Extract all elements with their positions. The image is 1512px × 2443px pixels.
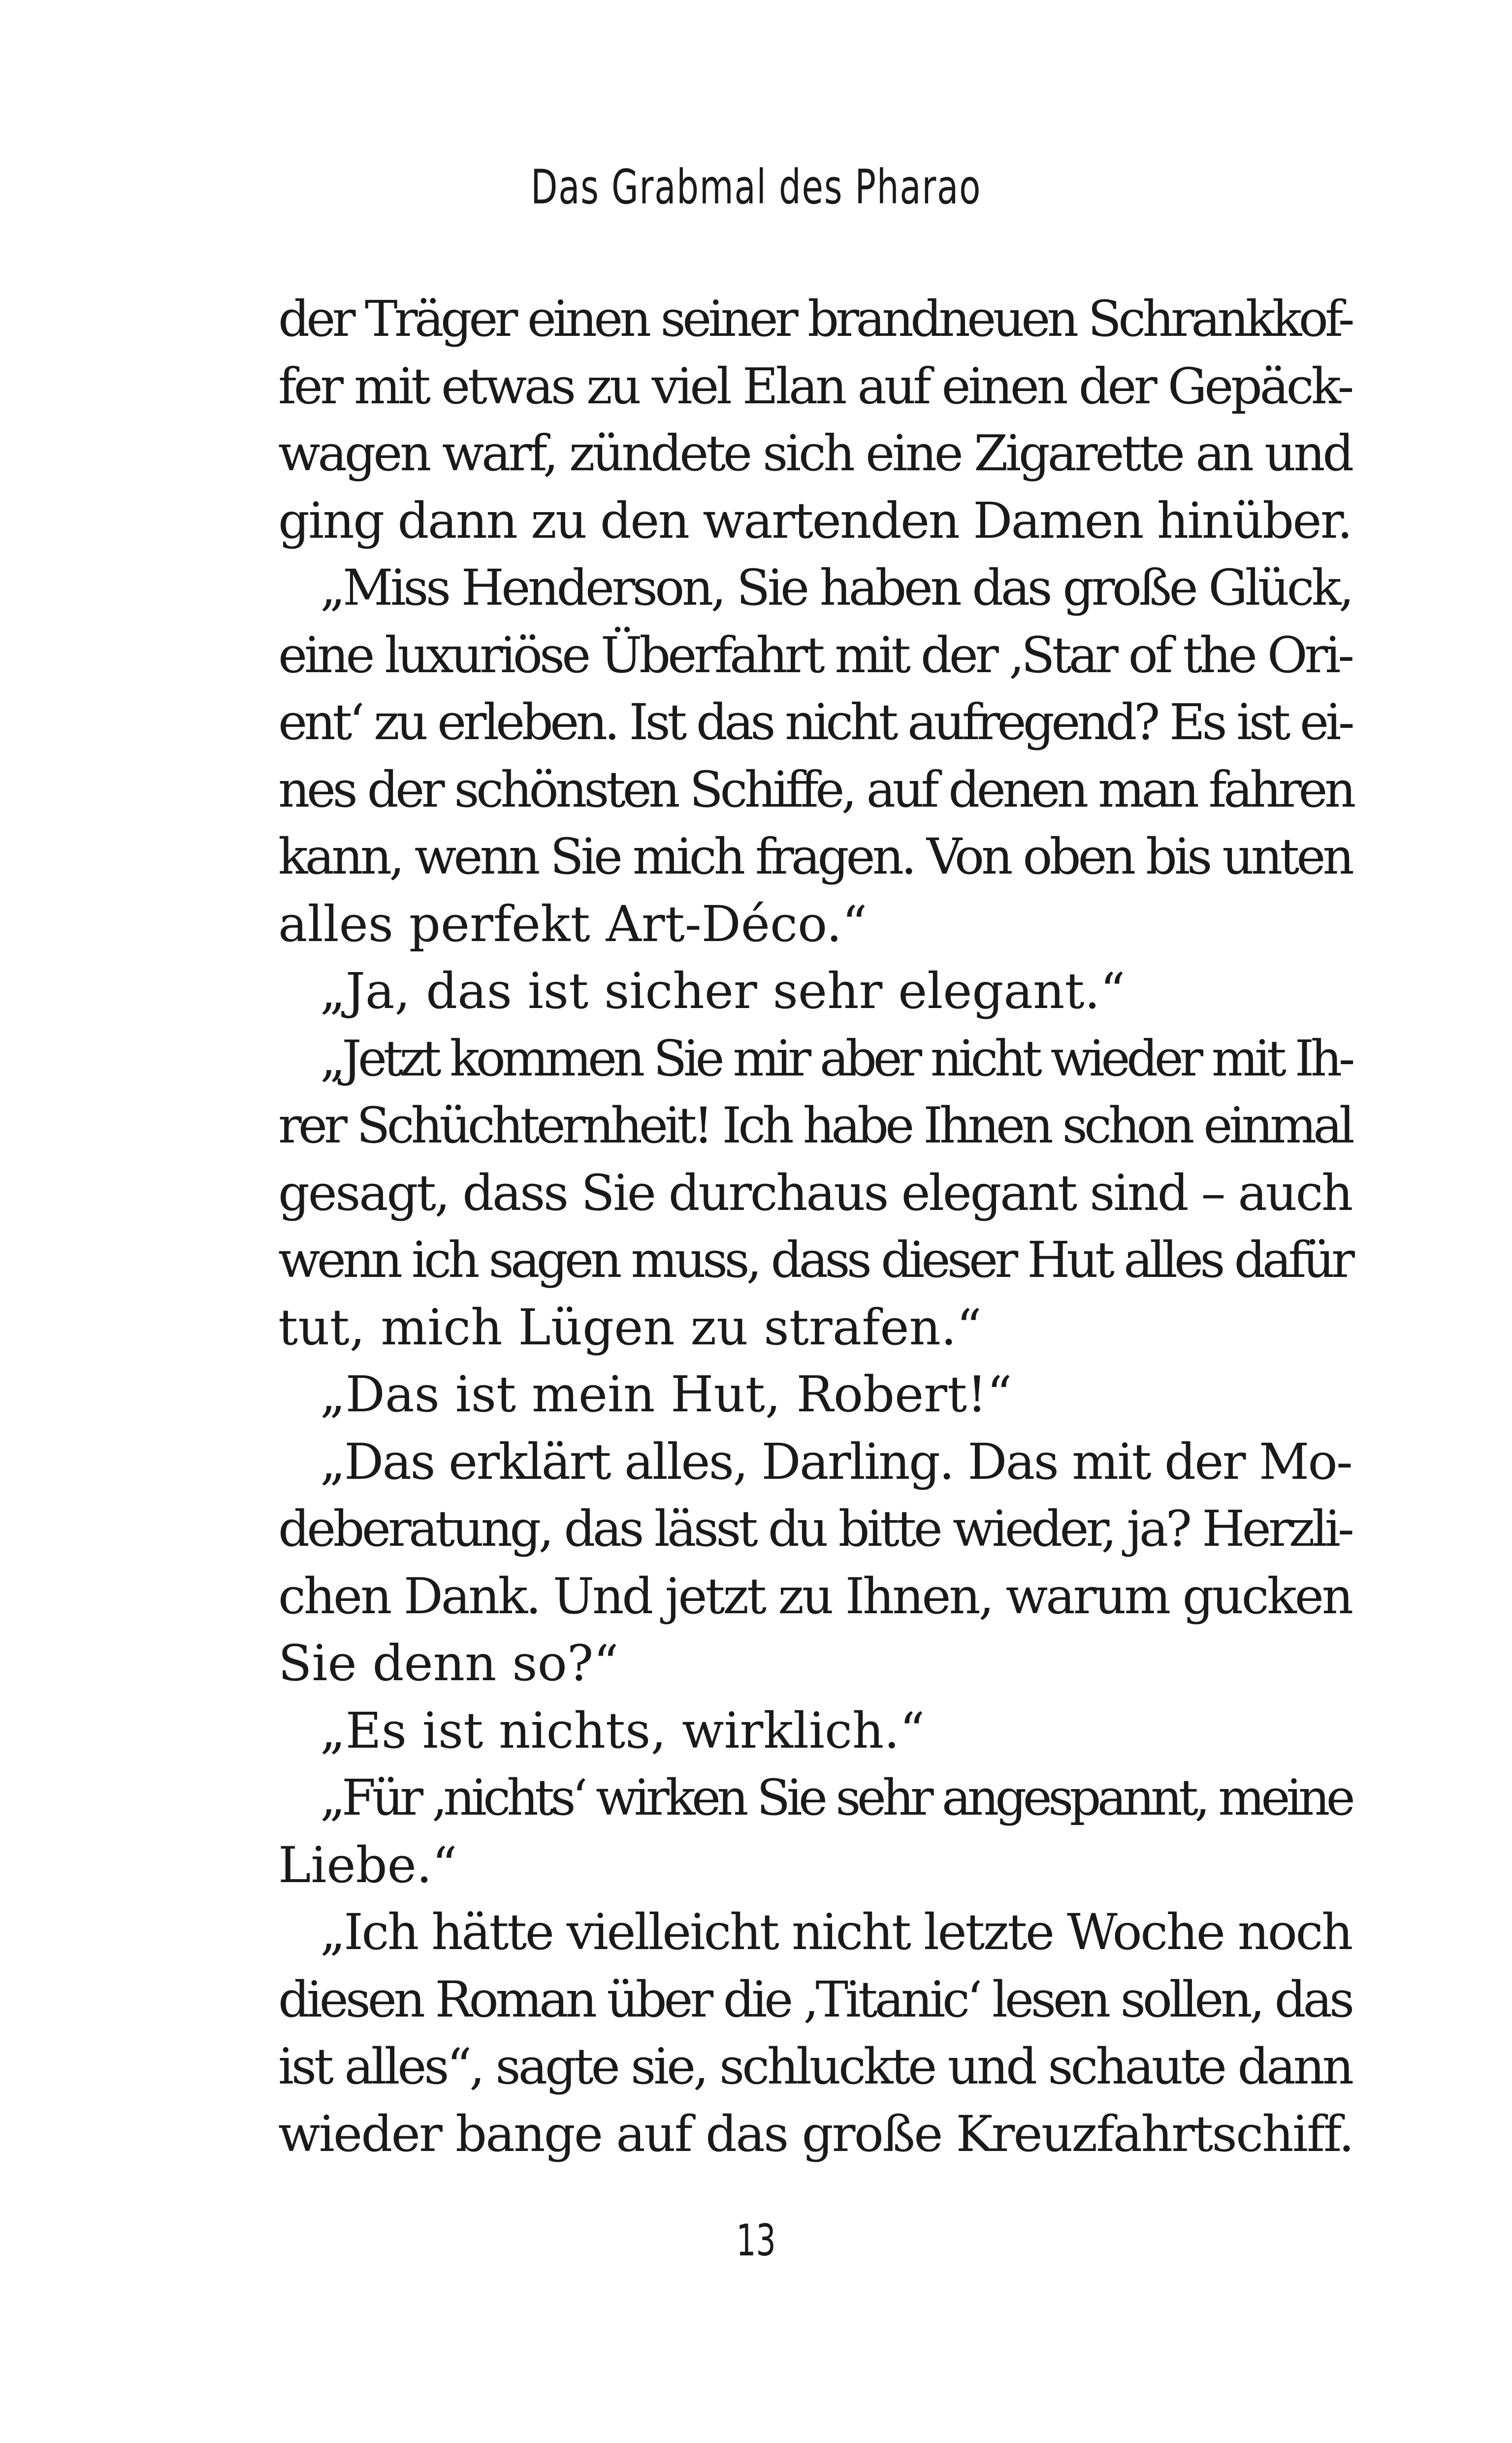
- text-line: „Das ist mein Hut, Robert!“: [320, 1366, 1012, 1423]
- text-line: kann, wenn Sie mich fragen. Von oben bis unten: [278, 828, 1351, 885]
- text-line: „Miss Henderson, Sie haben das große Glück,: [320, 559, 1351, 617]
- text-line: wieder bange auf das große Kreuzfahrtschiff.: [278, 2105, 1353, 2163]
- text-line: wagen warf, zündete sich eine Zigarette an und: [278, 424, 1351, 482]
- text-line: ist alles“, sagte sie, schluckte und schaute dann: [278, 2038, 1351, 2095]
- text-line: Sie denn so?“: [278, 1634, 619, 1692]
- text-line: „Es ist nichts, wirklich.“: [320, 1701, 925, 1759]
- body-text: [278, 286, 1351, 2168]
- text-line: nes der schönsten Schiffe, auf denen man fahren: [278, 760, 1353, 818]
- text-line: „Ja, das ist sicher sehr elegant.“: [320, 962, 1126, 1020]
- text-line: gesagt, dass Sie durchaus elegant sind – auch: [278, 1164, 1351, 1222]
- text-line: chen Dank. Und jetzt zu Ihnen, warum gucken: [278, 1567, 1351, 1625]
- text-line: diesen Roman über die ‚Titanic‘ lesen sollen, das: [278, 1970, 1351, 2028]
- text-line: „Ich hätte vielleicht nicht letzte Woche noch: [320, 1903, 1351, 1961]
- page-number: 13: [736, 2215, 776, 2266]
- text-line: „Das erklärt alles, Darling. Das mit der Mo-: [320, 1433, 1351, 1491]
- text-line: „Für ‚nichts‘ wirken Sie sehr angespannt, meine: [320, 1769, 1351, 1826]
- text-line: fer mit etwas zu viel Elan auf einen der Gepäck-: [278, 357, 1351, 415]
- text-line: tut, mich Lügen zu strafen.“: [278, 1298, 982, 1356]
- running-head-title: Das Grabmal des Pharao: [530, 160, 982, 215]
- text-line: deberatung, das lässt du bitte wieder, ja? Herzli-: [278, 1500, 1352, 1558]
- text-line: ent‘ zu erleben. Ist das nicht aufregend? Es ist ei-: [278, 693, 1351, 751]
- text-line: wenn ich sagen muss, dass dieser Hut alles dafür: [278, 1231, 1351, 1289]
- text-line: ging dann zu den wartenden Damen hinüber.: [278, 491, 1351, 550]
- text-line: alles perfekt Art-Déco.“: [278, 895, 868, 953]
- text-line: „Jetzt kommen Sie mir aber nicht wieder mit Ih-: [320, 1029, 1351, 1087]
- text-line: Liebe.“: [278, 1836, 457, 1894]
- text-line: der Träger einen seiner brandneuen Schrankkof-: [278, 290, 1351, 348]
- text-line: eine luxuriöse Überfahrt mit der ‚Star of the Ori-: [278, 626, 1351, 684]
- text-line: rer Schüchternheit! Ich habe Ihnen schon einmal: [278, 1097, 1351, 1154]
